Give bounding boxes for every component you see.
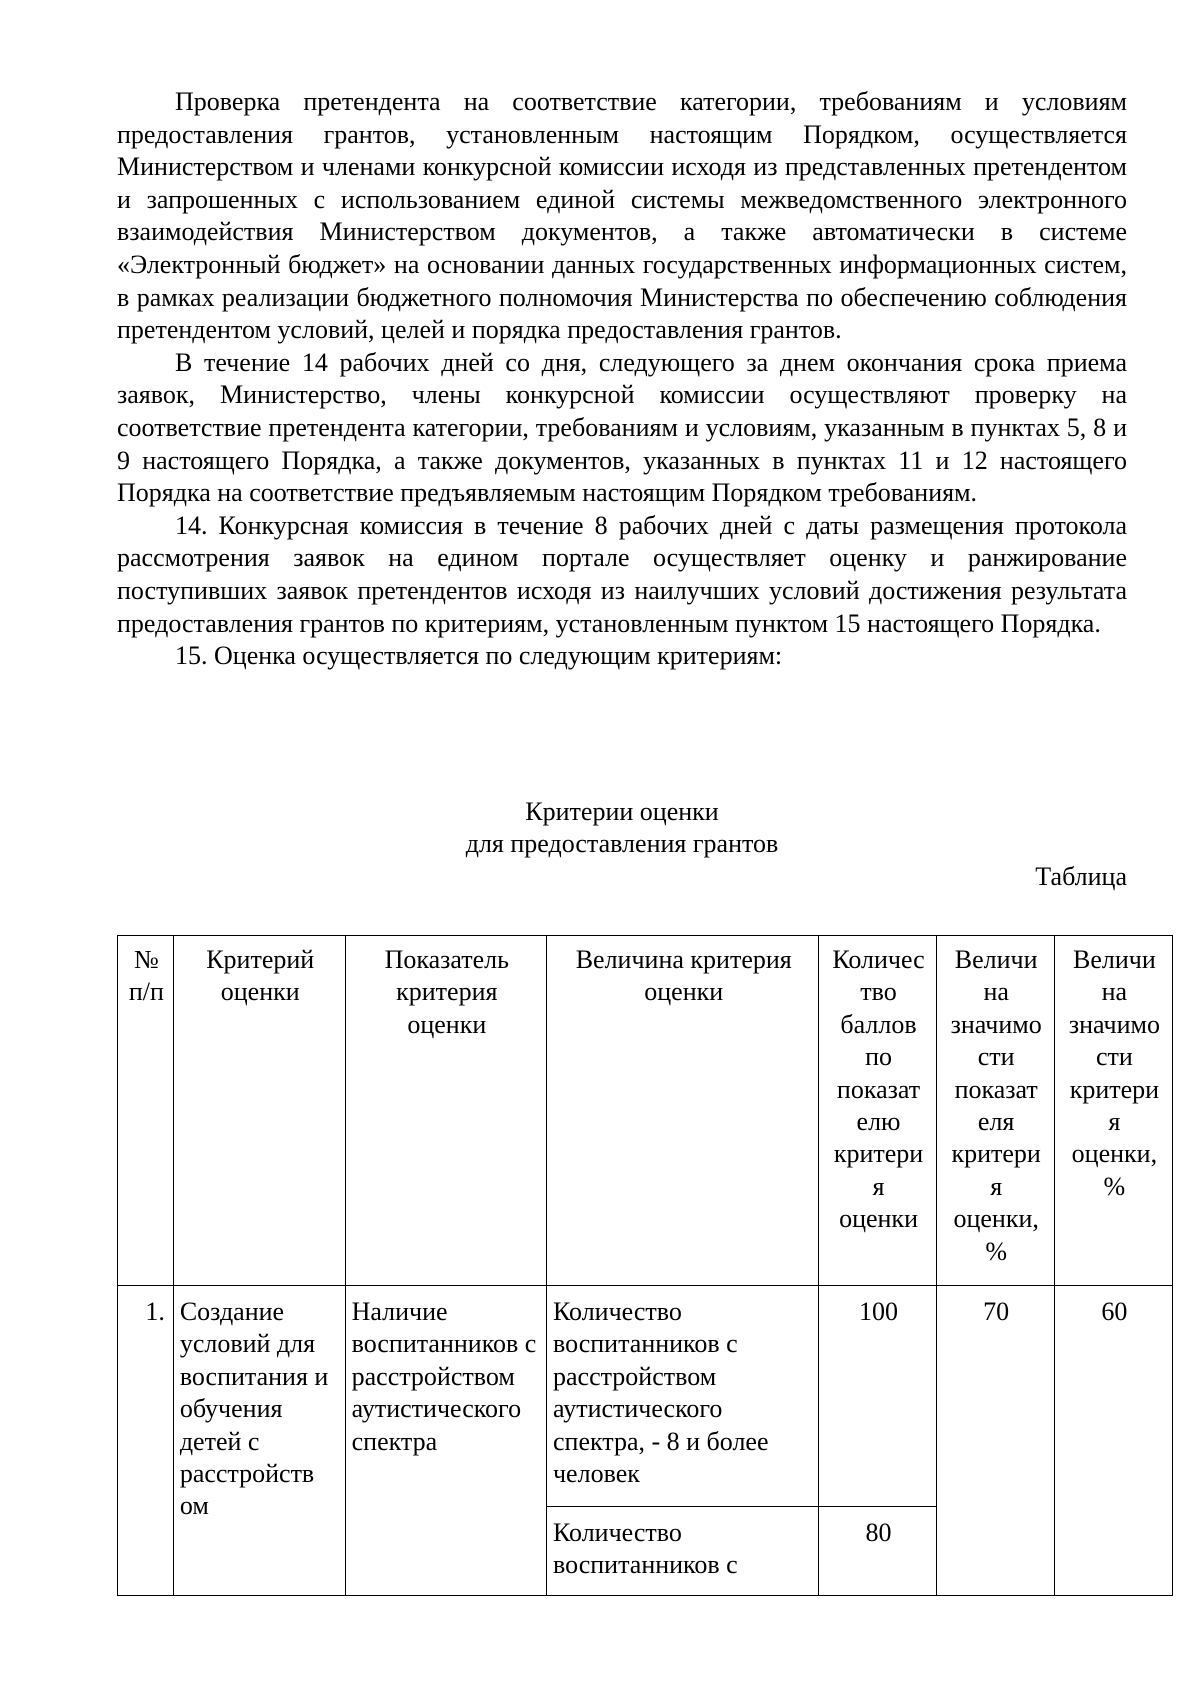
paragraph-15: 15. Оценка осуществляется по следующим критериям: [175, 641, 783, 671]
header-number: № п/п [118, 936, 174, 1286]
paragraph-verification: Проверка претендента на соответствие категории, требованиям и условиям предоставления грантов, установленным настоящим Порядком, осуществляется Министерством и членами конкурсной комиссии исходя из представленных претендентом и запрошенных с использованием единой системы межведомственного электронного взаимодействия Министерством документов, а также автоматически в системе «Электронный бюджет» на основании данных государственных информационных систем, в рамках реализации бюджетного полномочия Министерства по обеспечению соблюдения претендентом условий, целей и порядка предоставления грантов. [117, 87, 1127, 345]
table-caption [117, 796, 1127, 860]
table-row [118, 1286, 1173, 1507]
criterion-value-cell: Количество воспитанников с расстройством аутистического спектра, - 8 и более человек [546, 1286, 819, 1507]
indicator-weight-cell: 70 [936, 1286, 1054, 1596]
paragraph-review-period: В течение 14 рабочих дней со дня, следующего за днем окончания срока приема заявок, Министерство, члены конкурсной комиссии осуществляют проверку на соответствие претендента категории, требованиям и условиям, указанным в пунктах 5, 8 и 9 настоящего Порядка, а также документов, указанных в пунктах 11 и 12 настоящего Порядка на соответствие предъявляемым настоящим Порядком требованиям. [117, 347, 1127, 508]
table-label: Таблица [1035, 862, 1127, 891]
header-indicator-weight: Величи на значимо сти показат еля критери я оценки, % [936, 936, 1054, 1286]
table-header-row [118, 936, 1173, 1286]
indicator-cell: Наличие воспитанников с расстройством аутистического спектра [345, 1286, 546, 1596]
criterion-weight-cell: 60 [1054, 1286, 1172, 1596]
paragraph-14: 14. Конкурсная комиссия в течение 8 рабочих дней с даты размещения протокола рассмотрения заявок на едином портале осуществляет оценку и ранжирование поступивших заявок претендентов исходя из наилучших условий достижения результата предоставления грантов по критериям, установленным пунктом 15 настоящего Порядка. [117, 510, 1127, 638]
header-criterion: Критерий оценки [173, 936, 345, 1286]
criteria-table [117, 935, 1173, 1596]
caption-line-1: Критерии оценки [525, 797, 719, 826]
body-text [117, 86, 1127, 673]
criterion-value-cell: Количество воспитанников с [546, 1507, 819, 1596]
header-points: Количес тво баллов по показат елю критери я оценки [819, 936, 936, 1286]
header-criterion-value: Величина критерия оценки [546, 936, 819, 1286]
header-criterion-weight: Величи на значимо сти критери я оценки, % [1054, 936, 1172, 1286]
caption-line-2: для предоставления грантов [465, 829, 779, 858]
header-indicator: Показатель критерия оценки [345, 936, 546, 1286]
points-cell: 100 [819, 1286, 936, 1507]
points-cell: 80 [819, 1507, 936, 1596]
row-number: 1. [118, 1286, 174, 1596]
criterion-cell: Создание условий для воспитания и обучения детей с расстройств ом [173, 1286, 345, 1596]
